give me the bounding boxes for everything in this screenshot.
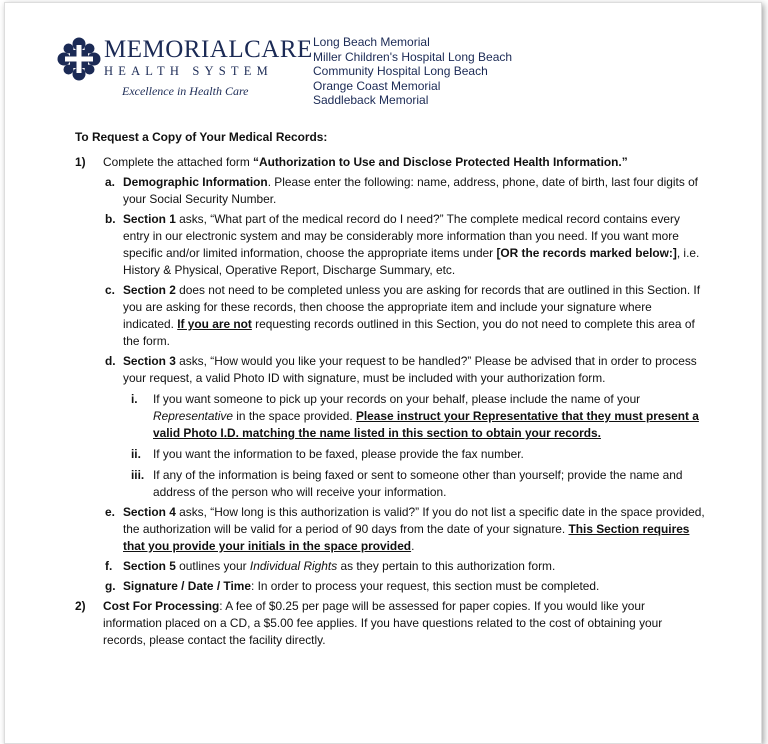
step-marker: 1) [75, 155, 86, 169]
substep-d-i-text2: in the space provided. [232, 409, 356, 423]
substep-b-text: asks, “What part of the medical record do I need?” The complete medical record contains every entry in our electronic system and may be considerably more information than you need. If you want more specific and/or limited information, choose the appropriate items under [123, 212, 680, 260]
substep-d-i-text: If you want someone to pick up your records on your behalf, please include the name of your [153, 392, 641, 406]
substep-c [103, 282, 705, 350]
substep-e-text: asks, “How long is this authorization is valid?” If you do not list a specific date in the space provided, the authorization will be valid for a period of 90 days from the date of your signature. [123, 505, 705, 536]
substep-f-title: Section 5 [123, 559, 176, 573]
substep-a-title: Demographic Information [123, 175, 268, 189]
substep-d-ii [123, 446, 705, 463]
substep-c-emphasis: If you are not [177, 317, 252, 331]
form-title: “Authorization to Use and Disclose Protected Health Information.” [253, 155, 628, 169]
substep-c-text: does not need to be completed unless you are asking for records that are outlined in this Section. If you are asking for these records, then choose the appropriate item and include your signature where indicated. [123, 283, 701, 331]
substep-a-text: . Please enter the following: name, address, phone, date of birth, last four digits of your Social Security Number. [123, 175, 698, 206]
substep-d-title: Section 3 [123, 354, 176, 368]
substep-d-i-emphasis: Please instruct your Representative that they must present a valid Photo I.D. matching the name listed in this section to obtain your records. [153, 409, 699, 440]
substep-d-i [123, 391, 705, 442]
substep-c-title: Section 2 [123, 283, 176, 297]
substep-e-emphasis: This Section requires that you provide your initials in the space provided [123, 522, 690, 553]
step-1-intro: Complete the attached form [103, 155, 254, 169]
substep-e [103, 504, 705, 555]
roman-marker: i. [131, 392, 138, 406]
substep-marker: d. [105, 354, 116, 368]
memorialcare-cross-logo-icon [57, 37, 101, 81]
substep-marker: c. [105, 283, 115, 297]
step-2 [75, 598, 705, 649]
step-2-text: : A fee of $0.25 per page will be assessed for paper copies. If you would like your information placed on a CD, a $5.00 fee applies. If you have questions related to the cost of obtaining your records, please contact the facility directly. [103, 599, 663, 647]
step-marker: 2) [75, 599, 86, 613]
step-2-title: Cost For Processing [103, 599, 220, 613]
substep-e-text2: . [411, 539, 415, 553]
substep-a [103, 174, 705, 208]
substep-e-title: Section 4 [123, 505, 176, 519]
roman-marker: ii. [131, 447, 141, 461]
page-heading: To Request a Copy of Your Medical Records: [75, 130, 328, 144]
brand-name: MEMORIALCARE [104, 36, 313, 63]
facility-item: Community Hospital Long Beach [313, 64, 488, 79]
substep-c-text2: requesting records outlined in this Section, you do not need to complete this area of the form. [123, 317, 695, 348]
brand-block [104, 37, 313, 99]
facility-item: Orange Coast Memorial [313, 78, 441, 93]
substep-d-text: asks, “How would you like your request to be handled?” Please be advised that in order to process your request, a valid Photo ID with signature, must be included with your authorization form. [123, 354, 697, 385]
substep-d-ii-text: If you want the information to be faxed, please provide the fax number. [153, 447, 524, 461]
substep-f-italic: Individual Rights [249, 559, 338, 573]
substep-g-title: Signature / Date / Time [123, 579, 251, 593]
instructions-body [75, 129, 705, 649]
facility-list [313, 35, 512, 108]
substep-b-emphasis: [OR the records marked below:] [496, 246, 677, 260]
facility-item: Long Beach Memorial [313, 35, 430, 49]
substep-marker: b. [105, 212, 116, 226]
brand-subtitle: HEALTH SYSTEM [104, 64, 273, 78]
facility-item: Saddleback Memorial [313, 93, 429, 108]
substep-marker: g. [105, 579, 116, 593]
step-1 [75, 154, 705, 595]
substep-marker: a. [105, 175, 115, 189]
substep-marker: e. [105, 505, 115, 519]
substep-marker: f. [105, 559, 113, 573]
roman-marker: iii. [131, 468, 145, 482]
brand-tagline: Excellence in Health Care [122, 84, 249, 98]
substep-g-text: : In order to process your request, this section must be completed. [250, 579, 600, 593]
substep-f-text2: as they pertain to this authorization form. [337, 559, 556, 573]
step-1-text [103, 154, 705, 171]
substep-f [103, 558, 705, 575]
document-page [4, 2, 762, 744]
substep-b-title: Section 1 [123, 212, 176, 226]
substep-d-i-italic: Representative [153, 409, 233, 423]
substep-d [103, 353, 705, 501]
substep-d-iii [123, 467, 705, 501]
facility-item: Miller Children's Hospital Long Beach [313, 49, 513, 64]
substep-g [103, 578, 705, 595]
substep-d-iii-text: If any of the information is being faxed or sent to someone other than yourself; provide the name and address of the person who will receive your information. [153, 468, 683, 499]
letterhead [57, 31, 757, 121]
substep-b [103, 211, 705, 279]
substep-f-text: outlines your [175, 559, 250, 573]
substep-b-text2: , i.e. History & Physical, Operative Report, Discharge Summary, etc. [123, 246, 700, 277]
